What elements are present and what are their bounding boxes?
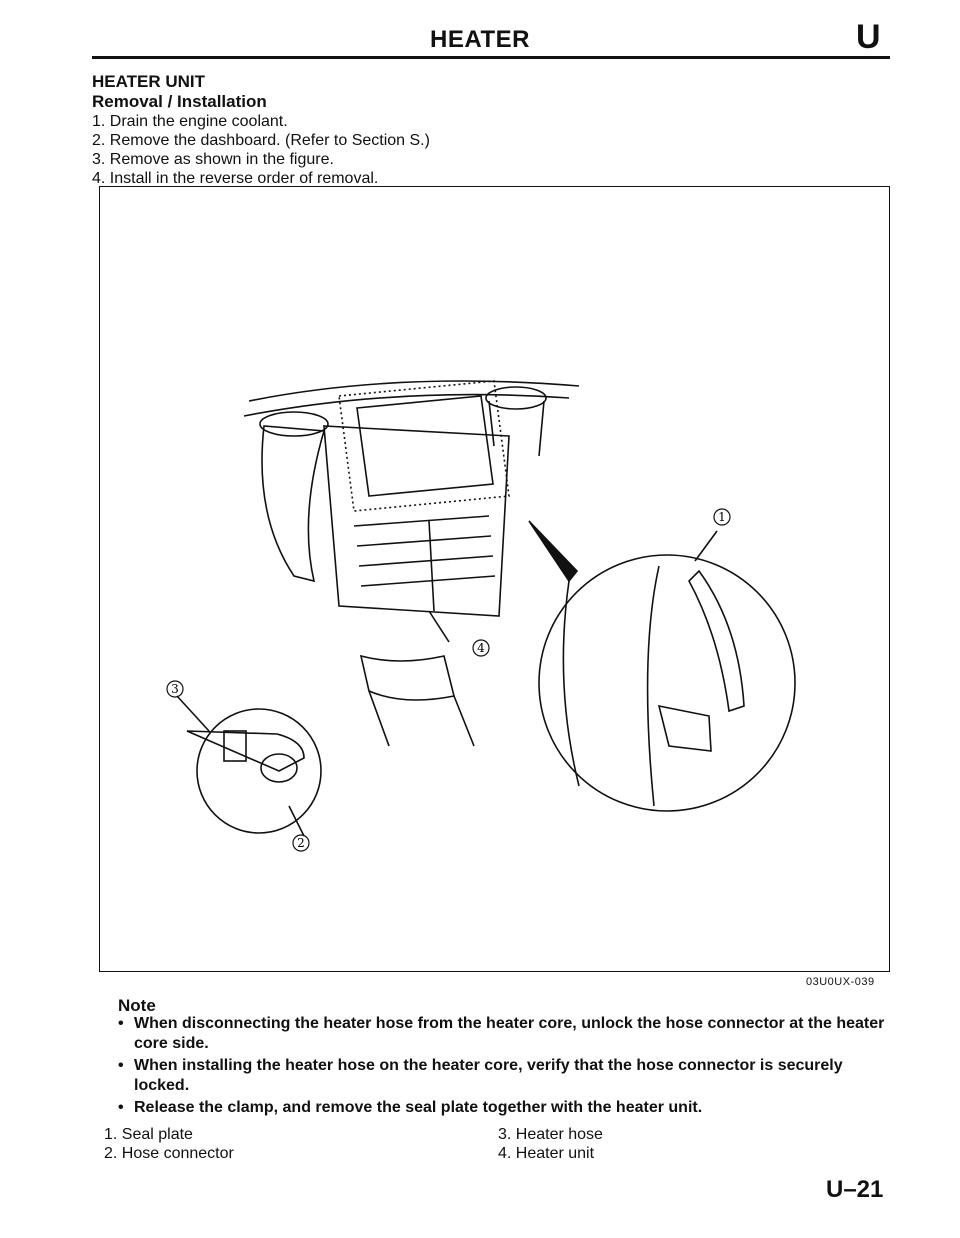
note-heading: Note: [118, 996, 156, 1015]
callout-marker-1: [714, 509, 730, 525]
callout-marker-4: [473, 640, 489, 656]
legend-item: 4. Heater unit: [498, 1145, 595, 1162]
legend-item: 2. Hose connector: [104, 1145, 234, 1162]
svg-text:1: 1: [718, 510, 726, 524]
page-number: U–21: [826, 1176, 884, 1203]
section-heading: HEATER UNIT: [92, 72, 206, 91]
step-item: 3. Remove as shown in the figure.: [92, 151, 334, 168]
step-item: 2. Remove the dashboard. (Refer to Section S.): [92, 132, 430, 149]
section-letter: U: [856, 18, 881, 56]
note-item: • When disconnecting the heater hose from the heater core, unlock the hose connector at the heater core side.: [118, 1014, 898, 1054]
note-item: • When installing the heater hose on the heater core, verify that the hose connector is securely locked.: [118, 1056, 898, 1096]
svg-text:4: 4: [477, 641, 485, 655]
note-item: • Release the clamp, and remove the seal plate together with the heater unit.: [118, 1098, 898, 1118]
header-divider: [92, 56, 890, 59]
legend-right: [498, 1125, 603, 1163]
step-item: 1. Drain the engine coolant.: [92, 113, 288, 130]
figure-code: 03U0UX-039: [806, 976, 875, 988]
heater-unit-illustration: [99, 186, 890, 972]
note-list: [118, 1014, 898, 1120]
sub-heading: Removal / Installation: [92, 92, 267, 111]
procedure-steps: [92, 112, 430, 188]
callout-marker-3: [167, 681, 183, 697]
page-title: HEATER: [430, 26, 530, 53]
svg-text:2: 2: [297, 836, 305, 850]
legend-left: [104, 1125, 234, 1163]
step-item: 4. Install in the reverse order of removal.: [92, 170, 379, 187]
legend-item: 3. Heater hose: [498, 1126, 603, 1143]
svg-text:3: 3: [171, 682, 179, 696]
legend-item: 1. Seal plate: [104, 1126, 193, 1143]
callout-marker-2: [293, 835, 309, 851]
